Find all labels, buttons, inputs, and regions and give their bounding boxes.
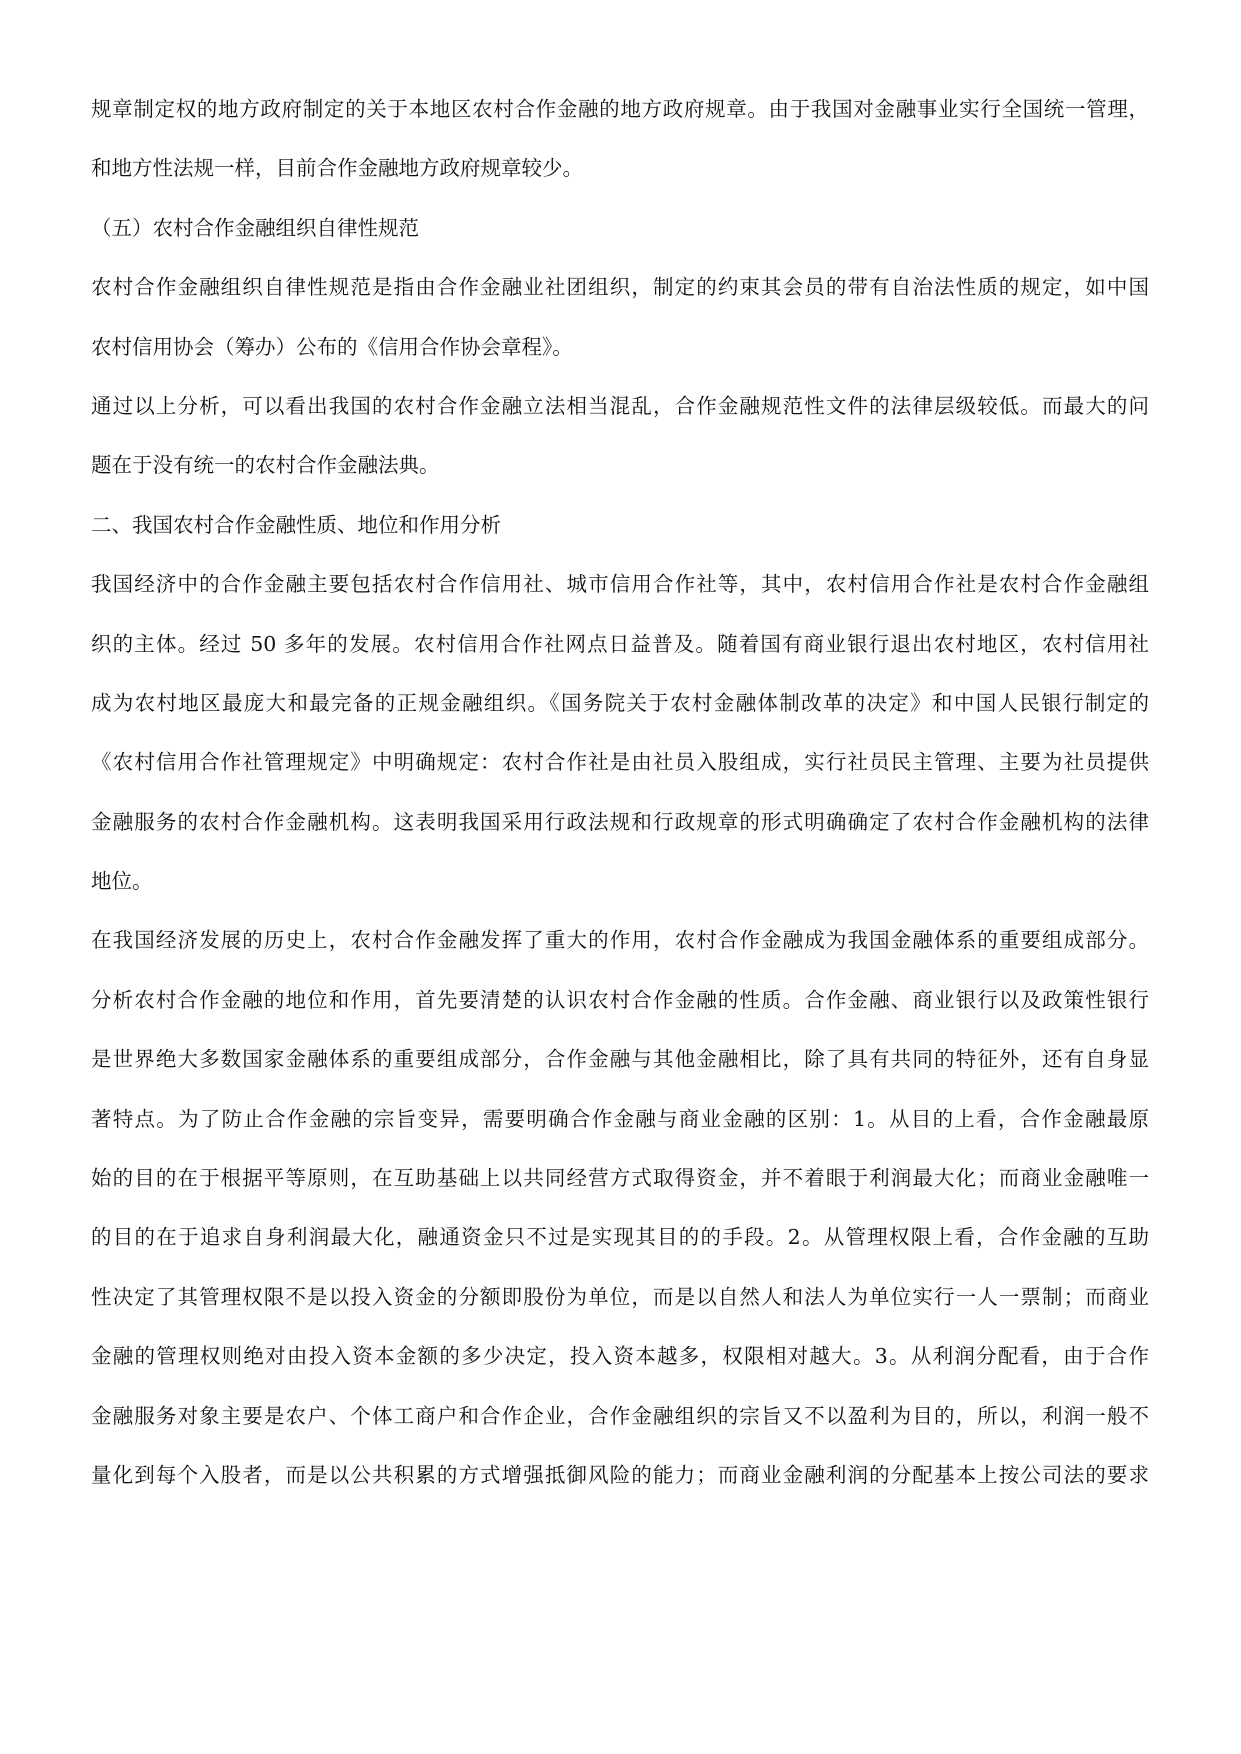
text-line: 通过以上分析，可以看出我国的农村合作金融立法相当混乱，合作金融规范性文件的法律层级较低。而最大的问 <box>91 393 1149 418</box>
section-heading: （五）农村合作金融组织自律性规范 <box>91 215 419 240</box>
text-line: 始的目的在于根据平等原则，在互助基础上以共同经营方式取得资金，并不着眼于利润最大化；而商业金融唯一 <box>91 1166 1149 1191</box>
text-line: 我国经济中的合作金融主要包括农村合作信用社、城市信用合作社等，其中，农村信用合作社是农村合作金融组 <box>91 572 1149 597</box>
text-line: 是世界绝大多数国家金融体系的重要组成部分，合作金融与其他金融相比，除了具有共同的特征外，还有自身显 <box>91 1047 1149 1072</box>
text-line: 金融服务的农村合作金融机构。这表明我国采用行政法规和行政规章的形式明确确定了农村合作金融机构的法律 <box>91 809 1149 834</box>
text-line: 量化到每个入股者，而是以公共积累的方式增强抵御风险的能力；而商业金融利润的分配基本上按公司法的要求 <box>91 1462 1149 1487</box>
text-line: 金融服务对象主要是农户、个体工商户和合作企业，合作金融组织的宗旨又不以盈利为目的，所以，利润一般不 <box>91 1403 1149 1428</box>
text-line: 著特点。为了防止合作金融的宗旨变异，需要明确合作金融与商业金融的区别：1。从目的上看，合作金融最原 <box>91 1106 1149 1131</box>
text-line: 和地方性法规一样，目前合作金融地方政府规章较少。 <box>91 156 583 181</box>
text-line: 题在于没有统一的农村合作金融法典。 <box>91 453 440 478</box>
text-line: 《农村信用合作社管理规定》中明确规定：农村合作社是由社员入股组成，实行社员民主管理、主要为社员提供 <box>91 750 1149 775</box>
text-line: 金融的管理权则绝对由投入资本金额的多少决定，投入资本越多，权限相对越大。3。从利润分配看，由于合作 <box>91 1344 1149 1369</box>
text-line: 规章制定权的地方政府制定的关于本地区农村合作金融的地方政府规章。由于我国对金融事业实行全国统一管理， <box>91 97 1149 121</box>
text-line: 分析农村合作金融的地位和作用，首先要清楚的认识农村合作金融的性质。合作金融、商业银行以及政策性银行 <box>91 987 1149 1012</box>
text-line: 在我国经济发展的历史上，农村合作金融发挥了重大的作用，农村合作金融成为我国金融体系的重要组成部分。 <box>91 928 1149 953</box>
text-line: 农村信用协会（筹办）公布的《信用合作协会章程》。 <box>91 334 573 359</box>
document-body <box>91 94 1149 1519</box>
text-line: 织的主体。经过 50 多年的发展。农村信用合作社网点日益普及。随着国有商业银行退出农村地区，农村信用社 <box>91 631 1149 656</box>
text-line: 成为农村地区最庞大和最完备的正规金融组织。《国务院关于农村金融体制改革的决定》和中国人民银行制定的 <box>91 690 1149 715</box>
text-line: 农村合作金融组织自律性规范是指由合作金融业社团组织，制定的约束其会员的带有自治法性质的规定，如中国 <box>91 275 1149 300</box>
text-line: 地位。 <box>91 869 153 894</box>
section-heading: 二、我国农村合作金融性质、地位和作用分析 <box>91 512 501 537</box>
text-line: 性决定了其管理权限不是以投入资金的分额即股份为单位，而是以自然人和法人为单位实行一人一票制；而商业 <box>91 1284 1149 1309</box>
text-line: 的目的在于追求自身利润最大化，融通资金只不过是实现其目的的手段。2。从管理权限上看，合作金融的互助 <box>91 1225 1149 1250</box>
